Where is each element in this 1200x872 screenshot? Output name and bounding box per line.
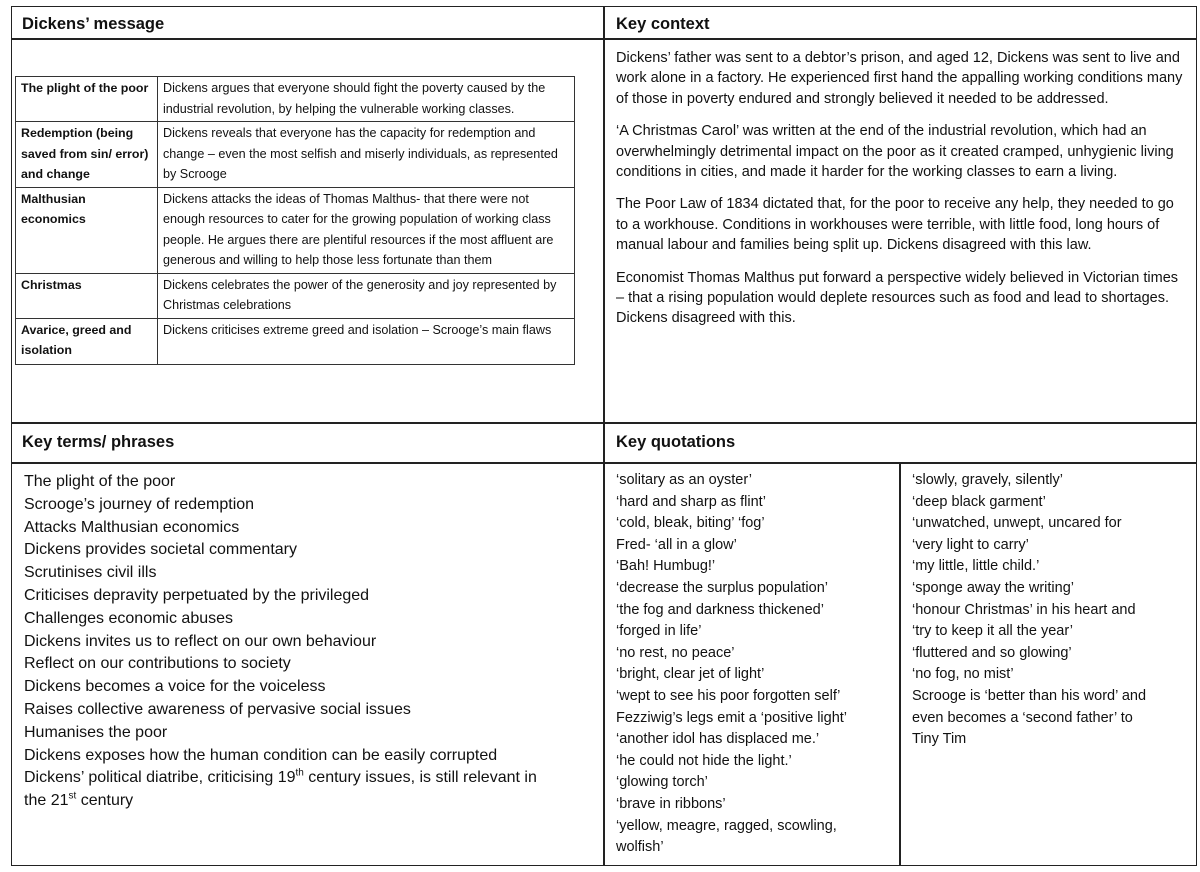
table-row [16,187,575,273]
list-item: Challenges economic abuses [24,609,234,627]
list-item: ‘hard and sharp as flint’ [616,493,766,510]
list-item-last-continued: the 21st century [24,790,134,810]
list-item: ‘bright, clear jet of light’ [616,666,765,683]
message-table [15,76,575,365]
context-paragraph: Economist Thomas Malthus put forward a perspective widely believed in Victorian times – that a rising population would deplete resources such as food and lead to shortages. Dickens disagreed with this. [616,269,1179,327]
message-desc: Dickens celebrates the power of the generosity and joy represented by Christmas celebrations [158,273,575,318]
context-paragraph: ‘A Christmas Carol’ was written at the end of the industrial revolution, which had an overwhelmingly detrimental impact on the poor as it created cramped, unhygienic living conditions in cities, and made it harder for the working classes to earn a living. [616,123,1174,181]
message-term: Redemption (being saved from sin/ error) and change [16,122,158,188]
list-item: Fezziwig’s legs emit a ‘positive light’ [616,709,848,726]
table-row [16,122,575,188]
quotations-heading: Key quotations [616,433,736,451]
list-item: Scrooge’s journey of redemption [24,495,255,513]
message-term: The plight of the poor [16,77,158,122]
list-item: ‘unwatched, unwept, uncared for [912,515,1122,532]
list-item: ‘the fog and darkness thickened’ [616,601,824,618]
list-item: Humanises the poor [24,723,168,741]
table-row [16,273,575,318]
message-desc: Dickens criticises extreme greed and isolation – Scrooge’s main flaws [158,318,575,364]
message-desc: Dickens attacks the ideas of Thomas Malthus- that there were not enough resources to cater for the growing population of working class people. He argues there are plentiful resources if the most affluent are generous and willing to help those less fortunate than them [158,187,575,273]
list-item: ‘no fog, no mist’ [912,666,1014,683]
list-item: ‘solitary as an oyster’ [616,472,752,488]
list-item: ‘honour Christmas’ in his heart and [912,601,1136,618]
table-row [16,318,575,364]
list-item: ‘fluttered and so glowing’ [912,644,1072,661]
context-heading: Key context [616,15,710,33]
list-item: ‘wept to see his poor forgotten self’ [616,687,841,704]
list-item: ‘decrease the surplus population’ [616,579,828,596]
list-item: Attacks Malthusian economics [24,518,240,536]
terms-list [24,471,599,813]
list-item: ‘no rest, no peace’ [616,644,735,661]
list-item: Dickens provides societal commentary [24,541,297,559]
list-item: wolfish’ [616,839,664,856]
list-item: Fred- ‘all in a glow’ [616,536,737,553]
list-item: ‘Bah! Humbug!’ [616,558,716,575]
message-desc: Dickens argues that everyone should fight the poverty caused by the industrial revolution, by helping the vulnerable working classes. [158,77,575,122]
revision-sheet [11,6,1197,866]
list-item: Dickens exposes how the human condition can be easily corrupted [24,746,498,764]
terms-heading: Key terms/ phrases [22,433,175,451]
list-item: ‘another idol has displaced me.’ [616,731,820,748]
list-item: Raises collective awareness of pervasive social issues [24,700,411,718]
context-paragraph: The Poor Law of 1834 dictated that, for the poor to receive any help, they needed to go to a workhouse. Conditions in workhouses were terrible, with little food, long hours of manual labour and families being split up. Dickens disagreed with this law. [616,196,1174,254]
list-item: Scrutinises civil ills [24,564,157,582]
list-item: The plight of the poor [24,473,176,490]
list-item-last: Dickens’ political diatribe, criticising 19th century issues, is still relevant in [24,768,537,787]
quotations-col2 [912,470,1194,751]
list-item: ‘yellow, meagre, ragged, scowling, [616,817,837,834]
quotations-col1 [616,470,898,859]
list-item: ‘slowly, gravely, silently’ [912,472,1063,488]
list-item: ‘try to keep it all the year’ [912,623,1073,640]
message-heading: Dickens’ message [22,15,165,33]
list-item: ‘he could not hide the light.’ [616,752,792,769]
list-item: Scrooge is ‘better than his word’ and [912,687,1147,704]
table-row [16,77,575,122]
message-term: Malthusian economics [16,187,158,273]
list-item: Reflect on our contributions to society [24,655,291,673]
list-item: Dickens invites us to reflect on our own behaviour [24,632,377,650]
list-item: Dickens becomes a voice for the voiceless [24,678,326,696]
list-item: Tiny Tim [912,731,967,748]
list-item: ‘glowing torch’ [616,774,708,791]
list-item: ‘cold, bleak, biting’ ‘fog’ [616,515,765,532]
message-term: Christmas [16,273,158,318]
list-item: ‘my little, little child.’ [912,558,1040,575]
context-paragraph: Dickens’ father was sent to a debtor’s prison, and aged 12, Dickens was sent to live and work alone in a factory. He experienced first hand the appalling working conditions many of those in poverty endured and strongly believed it needed to be addressed. [616,50,1183,107]
list-item: ‘sponge away the writing’ [912,579,1075,596]
list-item: ‘very light to carry’ [912,536,1029,553]
list-item: ‘brave in ribbons’ [616,795,726,812]
message-desc: Dickens reveals that everyone has the capacity for redemption and change – even the most selfish and miserly individuals, as represented by Scrooge [158,122,575,188]
message-term: Avarice, greed and isolation [16,318,158,364]
context-text [616,48,1186,341]
list-item: even becomes a ‘second father’ to [912,709,1133,726]
list-item: ‘forged in life’ [616,623,702,640]
list-item: ‘deep black garment’ [912,493,1046,510]
list-item: Criticises depravity perpetuated by the privileged [24,586,370,604]
